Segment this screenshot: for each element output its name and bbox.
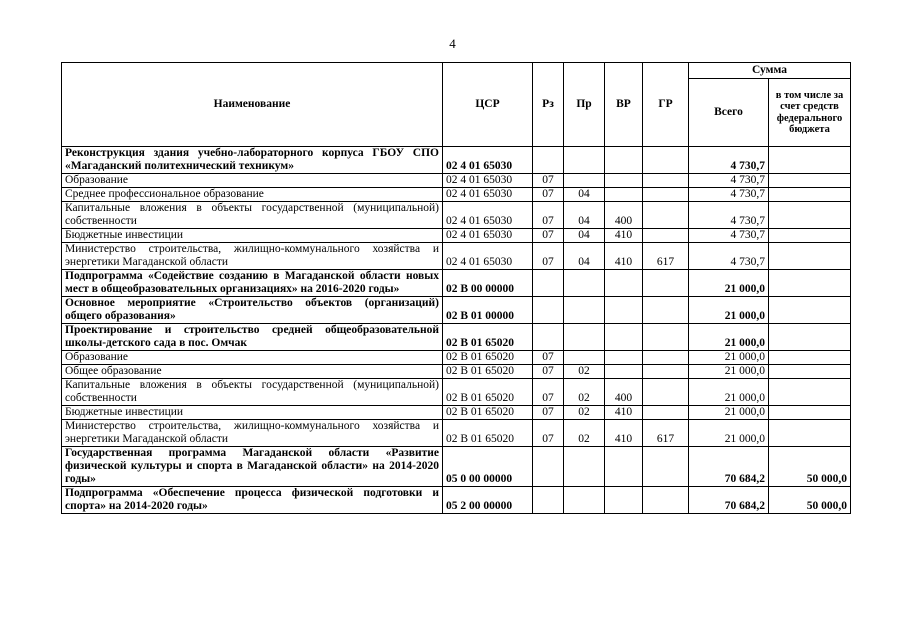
cell-csr: 02 В 01 65020 [443,365,533,379]
budget-table [61,62,851,514]
cell-gr [643,365,689,379]
cell-csr: 02 4 01 65030 [443,202,533,229]
cell-csr: 02 В 01 65020 [443,406,533,420]
cell-vr: 410 [605,243,643,270]
cell-total: 4 730,7 [689,188,769,202]
cell-csr: 02 В 00 00000 [443,270,533,297]
cell-rz [533,147,564,174]
cell-rz: 07 [533,379,564,406]
cell-vr [605,270,643,297]
cell-name: Министерство строительства, жилищно-коммунального хозяйства и энергетики Магаданской области [62,420,443,447]
cell-name: Среднее профессиональное образование [62,188,443,202]
cell-pr: 04 [564,243,605,270]
cell-csr: 02 4 01 65030 [443,147,533,174]
cell-rz: 07 [533,229,564,243]
cell-total: 4 730,7 [689,174,769,188]
cell-gr [643,202,689,229]
page-number: 4 [449,36,456,51]
table-row [62,420,851,447]
cell-name: Министерство строительства, жилищно-коммунального хозяйства и энергетики Магаданской области [62,243,443,270]
table-row [62,147,851,174]
cell-pr: 02 [564,365,605,379]
cell-gr: 617 [643,243,689,270]
cell-pr: 04 [564,188,605,202]
header-pr: Пр [564,63,605,147]
cell-total: 21 000,0 [689,406,769,420]
header-sum: Сумма [689,63,851,79]
cell-rz [533,324,564,351]
table-row [62,270,851,297]
cell-vr [605,188,643,202]
header-rz: Рз [533,63,564,147]
cell-rz: 07 [533,420,564,447]
cell-csr: 02 4 01 65030 [443,229,533,243]
table-row [62,243,851,270]
cell-vr [605,487,643,514]
cell-csr: 02 В 01 00000 [443,297,533,324]
header-total: Всего [689,79,769,147]
cell-name: Бюджетные инвестиции [62,406,443,420]
table-row [62,202,851,229]
cell-csr: 02 4 01 65030 [443,243,533,270]
cell-total: 21 000,0 [689,420,769,447]
cell-federal [769,147,851,174]
cell-total: 70 684,2 [689,487,769,514]
cell-name: Капитальные вложения в объекты государственной (муниципальной) собственности [62,379,443,406]
cell-rz: 07 [533,188,564,202]
cell-vr [605,365,643,379]
cell-gr [643,406,689,420]
cell-vr [605,351,643,365]
cell-pr: 02 [564,379,605,406]
cell-csr: 02 В 01 65020 [443,324,533,351]
cell-gr [643,447,689,487]
cell-pr: 02 [564,420,605,447]
cell-gr [643,147,689,174]
cell-pr: 04 [564,202,605,229]
cell-federal [769,188,851,202]
cell-gr [643,229,689,243]
cell-pr [564,351,605,365]
cell-vr [605,447,643,487]
cell-pr: 04 [564,229,605,243]
header-name: Наименование [62,63,443,147]
cell-total: 21 000,0 [689,297,769,324]
cell-vr: 410 [605,406,643,420]
cell-rz: 07 [533,351,564,365]
cell-gr [643,379,689,406]
cell-federal [769,297,851,324]
table-row [62,324,851,351]
cell-federal [769,202,851,229]
cell-federal [769,243,851,270]
cell-total: 21 000,0 [689,351,769,365]
cell-rz: 07 [533,174,564,188]
cell-federal [769,351,851,365]
cell-name: Капитальные вложения в объекты государственной (муниципальной) собственности [62,202,443,229]
cell-vr: 400 [605,379,643,406]
cell-total: 4 730,7 [689,147,769,174]
cell-rz [533,270,564,297]
cell-total: 21 000,0 [689,324,769,351]
cell-pr [564,297,605,324]
cell-vr: 410 [605,229,643,243]
table-row [62,229,851,243]
cell-csr: 02 В 01 65020 [443,351,533,365]
cell-name: Подпрограмма «Обеспечение процесса физической подготовки и спорта» на 2014-2020 годы» [62,487,443,514]
table-row [62,447,851,487]
cell-gr [643,188,689,202]
table-row [62,487,851,514]
cell-gr [643,324,689,351]
cell-rz [533,487,564,514]
cell-name: Бюджетные инвестиции [62,229,443,243]
cell-federal: 50 000,0 [769,487,851,514]
cell-rz: 07 [533,365,564,379]
table-row [62,379,851,406]
header-gr: ГР [643,63,689,147]
cell-rz [533,447,564,487]
cell-rz: 07 [533,243,564,270]
cell-gr [643,174,689,188]
cell-gr [643,351,689,365]
cell-name: Образование [62,351,443,365]
header-vr: ВР [605,63,643,147]
cell-csr: 02 В 01 65020 [443,420,533,447]
table-row [62,365,851,379]
cell-csr: 02 4 01 65030 [443,188,533,202]
cell-pr [564,147,605,174]
cell-csr: 05 0 00 00000 [443,447,533,487]
cell-pr [564,324,605,351]
header-row [62,63,851,79]
cell-pr: 02 [564,406,605,420]
cell-name: Проектирование и строительство средней общеобразовательной школы-детского сада в пос. Омчак [62,324,443,351]
cell-vr: 410 [605,420,643,447]
cell-gr [643,297,689,324]
cell-pr [564,447,605,487]
cell-csr: 02 В 01 65020 [443,379,533,406]
header-federal: в том числе за счет средств федерального бюджета [769,79,851,147]
cell-federal [769,379,851,406]
cell-federal [769,229,851,243]
cell-federal [769,365,851,379]
cell-federal [769,324,851,351]
cell-total: 4 730,7 [689,229,769,243]
table-row [62,297,851,324]
cell-total: 4 730,7 [689,243,769,270]
table-row [62,351,851,365]
cell-total: 21 000,0 [689,365,769,379]
cell-name: Реконструкция здания учебно-лабораторного корпуса ГБОУ СПО «Магаданский политехнический техникум» [62,147,443,174]
cell-gr: 617 [643,420,689,447]
cell-gr [643,487,689,514]
cell-rz [533,297,564,324]
cell-total: 21 000,0 [689,270,769,297]
cell-federal [769,406,851,420]
cell-total: 4 730,7 [689,202,769,229]
cell-vr [605,324,643,351]
cell-csr: 02 4 01 65030 [443,174,533,188]
cell-pr [564,270,605,297]
cell-name: Подпрограмма «Содействие созданию в Магаданской области новых мест в общеобразовательных организациях» на 2016-2020 годы» [62,270,443,297]
cell-federal [769,270,851,297]
cell-vr [605,147,643,174]
cell-federal [769,174,851,188]
cell-rz: 07 [533,406,564,420]
cell-gr [643,270,689,297]
cell-total: 70 684,2 [689,447,769,487]
table-row [62,406,851,420]
table-body [62,147,851,514]
cell-name: Общее образование [62,365,443,379]
cell-rz: 07 [533,202,564,229]
cell-total: 21 000,0 [689,379,769,406]
cell-vr: 400 [605,202,643,229]
cell-name: Государственная программа Магаданской области «Развитие физической культуры и спорта в Магаданской области» на 2014-2020 годы» [62,447,443,487]
cell-pr [564,174,605,188]
table-row [62,188,851,202]
cell-federal: 50 000,0 [769,447,851,487]
cell-vr [605,174,643,188]
cell-name: Основное мероприятие «Строительство объектов (организаций) общего образования» [62,297,443,324]
cell-federal [769,420,851,447]
cell-pr [564,487,605,514]
header-csr: ЦСР [443,63,533,147]
cell-vr [605,297,643,324]
cell-csr: 05 2 00 00000 [443,487,533,514]
table-row [62,174,851,188]
cell-name: Образование [62,174,443,188]
